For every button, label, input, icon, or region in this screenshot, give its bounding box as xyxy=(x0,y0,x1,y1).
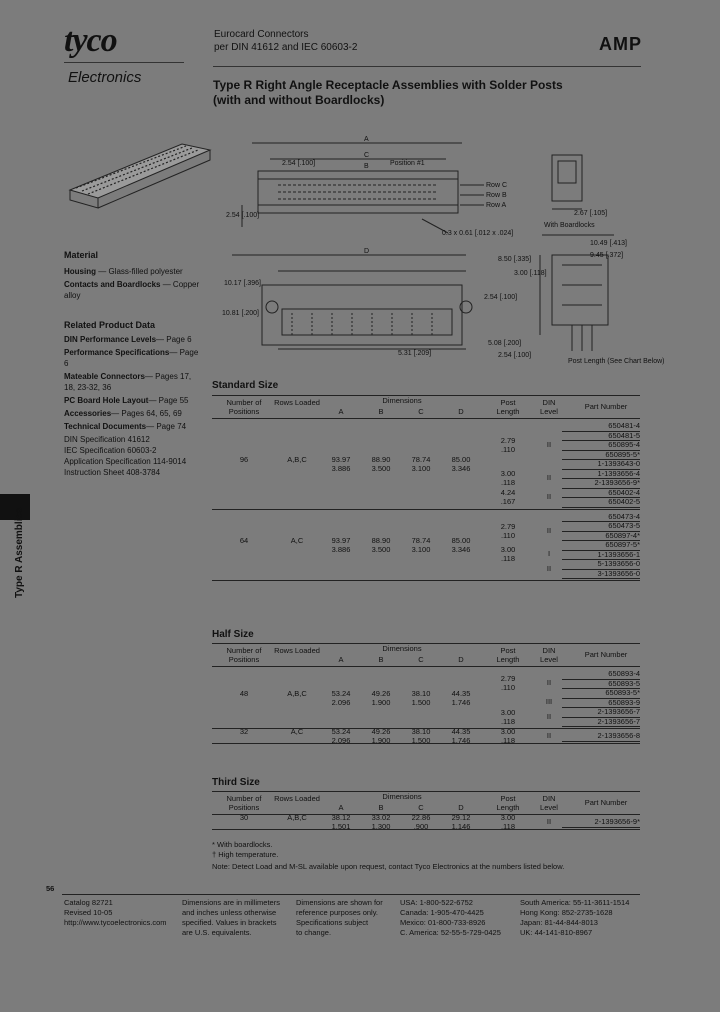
footer-line: Dimensions are shown for xyxy=(296,898,383,907)
rows-value: A,B,C xyxy=(287,454,307,464)
footer-line: Dimensions are in millimeters xyxy=(182,898,280,907)
header-rule xyxy=(213,66,641,67)
col-positions: Number of Positions xyxy=(226,398,262,416)
col-rows: Rows Loaded xyxy=(274,646,320,655)
related-item xyxy=(64,408,200,419)
footer-line: are U.S. equivalents. xyxy=(182,928,252,937)
col-post-length: Post Length xyxy=(496,794,520,812)
standard-size-table xyxy=(212,395,640,581)
dim-label: A xyxy=(364,136,369,143)
related-item xyxy=(64,395,200,406)
col-positions: Number of Positions xyxy=(226,794,262,812)
part-number: 650893-5 xyxy=(562,679,640,690)
part-number: 2-1393656-7 xyxy=(562,717,640,728)
col-rows: Rows Loaded xyxy=(274,794,320,803)
related-item-label: Technical Documents xyxy=(64,422,147,431)
col-a: A xyxy=(338,655,344,664)
footer-rule xyxy=(62,894,640,895)
dim-b-mm: 49.26 xyxy=(371,726,391,736)
table-row xyxy=(212,510,640,581)
dim-a-mm: 53.24 xyxy=(331,726,351,736)
electronics-logo-text: Electronics xyxy=(68,69,142,86)
third-size-table xyxy=(212,791,640,830)
related-item-label: Mateable Connectors xyxy=(64,372,145,381)
footer-line: to change. xyxy=(296,928,332,937)
dim-c-mm: 78.74 xyxy=(411,454,431,464)
dim-d-in: 1.146 xyxy=(451,821,471,831)
post-length-mm: 2.79 xyxy=(500,674,516,684)
col-dimensions: Dimensions xyxy=(382,644,422,653)
dim-label: 8.50 [.335] xyxy=(498,256,532,263)
footer-line: Canada: 1-905-470-4425 xyxy=(400,908,484,917)
part-number: 1-1393656-1 xyxy=(562,550,640,561)
contacts-line xyxy=(64,279,200,301)
footer-line: http://www.tycoelectronics.com xyxy=(64,918,167,927)
post-length-in: .118 xyxy=(500,554,516,564)
dim-b-mm: 49.26 xyxy=(371,688,391,698)
rows-value: A,C xyxy=(290,535,304,545)
rows-value: A,C xyxy=(290,726,304,736)
dim-c-mm: 38.10 xyxy=(411,688,431,698)
col-a: A xyxy=(338,803,344,812)
col-d: D xyxy=(458,655,464,664)
dim-b-mm: 88.90 xyxy=(371,535,391,545)
half-size-table xyxy=(212,643,640,744)
contacts-label: Contacts and Boardlocks xyxy=(64,280,161,289)
post-length-in: .118 xyxy=(500,821,516,831)
positions-value: 48 xyxy=(239,688,249,698)
post-length-mm: 3.00 xyxy=(500,545,516,555)
post-length-mm: 3.00 xyxy=(500,707,516,717)
post-length-in: .118 xyxy=(500,716,516,726)
din-level: II xyxy=(546,525,552,535)
part-number: 650481-4 xyxy=(562,421,640,432)
positions-value: 64 xyxy=(239,535,249,545)
part-number: 650402-4 xyxy=(562,488,640,499)
note-detect-load: Note: Detect Load and M-SL available upon request, contact Tyco Electronics at the numbers listed below. xyxy=(212,862,565,871)
dim-c-in: 1.500 xyxy=(411,697,431,707)
post-length-in: .110 xyxy=(500,530,516,540)
dim-a-in: 2.096 xyxy=(331,697,351,707)
table-row xyxy=(212,726,640,745)
col-part-number: Part Number xyxy=(584,402,628,411)
dim-label: Row C xyxy=(486,182,508,189)
related-docs xyxy=(64,434,200,478)
footer-line: and inches unless otherwise xyxy=(182,908,277,917)
related-section xyxy=(64,320,200,478)
din-level: I xyxy=(547,549,551,559)
related-item xyxy=(64,334,200,345)
dim-d-mm: 44.35 xyxy=(451,688,471,698)
din-level: II xyxy=(546,563,552,573)
dim-b-mm: 33.02 xyxy=(371,812,391,822)
col-b: B xyxy=(378,655,384,664)
table-header xyxy=(212,792,640,814)
post-length-in: .110 xyxy=(500,444,516,454)
col-part-number: Part Number xyxy=(584,650,628,659)
col-c: C xyxy=(418,407,424,416)
catalog-subtitle xyxy=(214,28,357,54)
dim-c-mm: 78.74 xyxy=(411,535,431,545)
col-b: B xyxy=(378,407,384,416)
material-section xyxy=(64,250,200,301)
post-length-in: .118 xyxy=(500,735,516,745)
related-item-label: DIN Performance Levels xyxy=(64,335,157,344)
table-row xyxy=(212,419,640,509)
note-high-temp: † High temperature. xyxy=(212,850,279,859)
col-din-level: DIN Level xyxy=(540,398,558,416)
part-number: 650897-4* xyxy=(562,531,640,542)
dim-a-mm: 38.12 xyxy=(331,812,351,822)
part-number: 650481-5 xyxy=(562,431,640,442)
housing-text: — Glass-filled polyester xyxy=(98,267,183,276)
rows-value: A,B,C xyxy=(287,688,307,698)
footer-contacts-americas xyxy=(400,898,501,938)
din-level: II xyxy=(546,711,552,721)
title-line-1: Type R Right Angle Receptacle Assemblies with Solder Posts xyxy=(213,78,563,92)
footer-disclaimer xyxy=(296,898,383,938)
doc-line: IEC Specification 60603-2 xyxy=(64,446,157,455)
dim-a-in: 3.886 xyxy=(331,544,351,554)
post-length-in: .118 xyxy=(500,478,516,487)
part-number: 2-1393656-9* xyxy=(562,817,640,828)
dim-label: 2.54 [.100] xyxy=(282,160,316,167)
part-number: 650893-5* xyxy=(562,688,640,699)
logo-rule xyxy=(64,62,184,63)
rows-value: A,B,C xyxy=(287,812,307,822)
footer-line: South America: 55-11-3611-1514 xyxy=(520,898,630,907)
part-number: 650897-5* xyxy=(562,540,640,551)
col-dimensions: Dimensions xyxy=(382,792,422,801)
col-dimensions: Dimensions xyxy=(382,396,422,405)
part-number: 650895-4 xyxy=(562,440,640,451)
amp-brand: AMP xyxy=(599,34,642,54)
footer-catalog xyxy=(64,898,167,928)
table-row xyxy=(212,812,640,831)
dim-c-in: 1.500 xyxy=(411,735,431,745)
dim-d-in: 3.346 xyxy=(451,463,471,473)
related-item-text: — Page 74 xyxy=(146,422,187,431)
doc-line: DIN Specification 41612 xyxy=(64,435,150,444)
related-item-text: — Page 55 xyxy=(148,396,189,405)
dim-d-in: 1.746 xyxy=(451,735,471,745)
dim-d-mm: 44.35 xyxy=(451,726,471,736)
third-size-heading: Third Size xyxy=(212,777,260,788)
dim-a-in: 3.886 xyxy=(331,463,351,473)
dim-label: 2.54 [.100] xyxy=(498,352,532,359)
col-din-level: DIN Level xyxy=(540,794,558,812)
footer-line: reference purposes only. xyxy=(296,908,378,917)
post-length-mm: 4.24 xyxy=(500,488,516,497)
dim-d-in: 3.346 xyxy=(451,544,471,554)
dim-label: 9.45 [.372] xyxy=(590,252,624,259)
dim-label: 5.31 [.209] xyxy=(398,350,432,357)
part-number: 5-1393656-0 xyxy=(562,559,640,570)
part-number: 650402-5 xyxy=(562,497,640,508)
dim-label: 3.00 [.118] xyxy=(514,270,547,277)
post-length-mm: 2.79 xyxy=(500,435,516,445)
note-boardlocks: * With boardlocks. xyxy=(212,840,273,849)
dim-d-mm: 29.12 xyxy=(451,812,471,822)
post-length-mm: 3.00 xyxy=(500,726,516,736)
related-item-label: PC Board Hole Layout xyxy=(64,396,149,405)
positions-value: 30 xyxy=(239,812,249,822)
din-level: II xyxy=(546,492,552,501)
col-positions: Number of Positions xyxy=(226,646,262,664)
related-item-label: Accessories xyxy=(64,409,112,418)
footer-line: Mexico: 01-800-733-8926 xyxy=(400,918,486,927)
dim-label: With Boardlocks xyxy=(544,222,595,229)
dim-label: 5.08 [.200] xyxy=(488,340,522,347)
catalog-line-2: per DIN 41612 and IEC 60603-2 xyxy=(214,42,358,53)
post-length-in: .110 xyxy=(500,683,516,693)
catalog-line-1: Eurocard Connectors xyxy=(214,29,309,40)
dim-a-mm: 93.97 xyxy=(331,535,351,545)
material-heading: Material xyxy=(64,250,99,260)
related-heading: Related Product Data xyxy=(64,320,156,330)
col-part-number: Part Number xyxy=(584,798,628,807)
dim-label: 10.49 [.413] xyxy=(590,240,627,247)
dim-a-mm: 93.97 xyxy=(331,454,351,464)
part-number: 3-1393656-0 xyxy=(562,569,640,580)
dim-b-in: 1.900 xyxy=(371,697,391,707)
part-number: 650895-5* xyxy=(562,450,640,461)
dim-label: Position #1 xyxy=(390,160,425,167)
dim-label: 10.81 [.200] xyxy=(222,310,259,317)
group-rule xyxy=(212,580,640,581)
col-d: D xyxy=(458,803,464,812)
dim-b-mm: 88.90 xyxy=(371,454,391,464)
col-din-level: DIN Level xyxy=(540,646,558,664)
part-number: 650893-9 xyxy=(562,698,640,709)
dim-a-in: 1.501 xyxy=(331,821,351,831)
footer-line: Revised 10-05 xyxy=(64,908,113,917)
footer-line: C. America: 52-55-5-729-0425 xyxy=(400,928,501,937)
dim-label: 2.67 [.105] xyxy=(574,210,608,217)
dim-d-mm: 85.00 xyxy=(451,454,471,464)
footer-line: Japan: 81-44-844-8013 xyxy=(520,918,598,927)
product-illustration xyxy=(62,130,212,210)
notes xyxy=(212,840,640,872)
dim-b-in: 1.900 xyxy=(371,735,391,745)
part-number: 1-1393656-4 xyxy=(562,469,640,480)
part-number: 650893-4 xyxy=(562,669,640,680)
dim-label: B xyxy=(364,163,369,170)
footer-contacts-intl xyxy=(520,898,629,938)
footer-line: specified. Values in brackets xyxy=(182,918,277,927)
table-row xyxy=(212,667,640,728)
post-length-mm: 2.79 xyxy=(500,521,516,531)
dim-d-mm: 85.00 xyxy=(451,535,471,545)
col-post-length: Post Length xyxy=(496,398,520,416)
related-item-text: — Pages 17, 18, 23-32, 36 xyxy=(64,372,192,392)
tyco-logo: tyco xyxy=(64,22,117,59)
positions-value: 32 xyxy=(239,726,249,736)
dim-label: 2.54 [.100] xyxy=(484,294,518,301)
related-item-text: — Page 6 xyxy=(64,348,199,368)
page-title xyxy=(213,78,563,108)
doc-line: Application Specification 114-9014 xyxy=(64,457,187,466)
col-b: B xyxy=(378,803,384,812)
dim-label: Row A xyxy=(486,202,507,209)
doc-line: Instruction Sheet 408-3784 xyxy=(64,468,161,477)
part-number: 2-1393656-9* xyxy=(562,478,640,489)
dim-b-in: 1.300 xyxy=(371,821,391,831)
footer-line: Specifications subject xyxy=(296,918,369,927)
related-item xyxy=(64,347,200,369)
col-rows: Rows Loaded xyxy=(274,398,320,407)
dim-label: C xyxy=(364,152,370,159)
dim-label: Row B xyxy=(486,192,507,199)
contacts-text: — Copper alloy xyxy=(64,280,200,300)
post-length-mm: 3.00 xyxy=(500,469,516,478)
din-level: II xyxy=(546,730,552,740)
col-d: D xyxy=(458,407,464,416)
post-length-in: .167 xyxy=(500,497,516,506)
related-item xyxy=(64,371,200,393)
part-number: 2-1393656-7 xyxy=(562,707,640,718)
din-level: II xyxy=(546,473,552,482)
related-item-label: Performance Specifications xyxy=(64,348,170,357)
dim-c-in: 3.100 xyxy=(411,544,431,554)
footer-line: Catalog 82721 xyxy=(64,898,113,907)
positions-value: 96 xyxy=(239,454,249,464)
col-post-length: Post Length xyxy=(496,646,520,664)
dim-c-mm: 38.10 xyxy=(411,726,431,736)
half-size-heading: Half Size xyxy=(212,629,254,640)
dim-c-in: .900 xyxy=(413,821,429,831)
part-number: 650473-5 xyxy=(562,521,640,532)
dim-label: 0.3 x 0.61 [.012 x .024] xyxy=(442,230,514,237)
dim-b-in: 3.500 xyxy=(371,463,391,473)
dim-label: 10.17 [.396] xyxy=(224,280,261,287)
dim-c-mm: 22.86 xyxy=(411,812,431,822)
related-item xyxy=(64,421,200,432)
table-header xyxy=(212,644,640,666)
part-number: 2-1393656-8 xyxy=(562,731,640,742)
title-line-2: (with and without Boardlocks) xyxy=(213,93,385,107)
related-item-text: — Pages 64, 65, 69 xyxy=(111,409,182,418)
dim-a-in: 2.096 xyxy=(331,735,351,745)
col-c: C xyxy=(418,803,424,812)
col-a: A xyxy=(338,407,344,416)
page-number: 56 xyxy=(46,884,55,893)
dim-b-in: 3.500 xyxy=(371,544,391,554)
footer-line: Hong Kong: 852-2735-1628 xyxy=(520,908,613,917)
dim-label: D xyxy=(364,248,370,255)
footer-line: USA: 1-800-522-6752 xyxy=(400,898,473,907)
dim-a-mm: 53.24 xyxy=(331,688,351,698)
technical-drawing xyxy=(222,135,665,375)
dim-label: 2.54 [.100] xyxy=(226,212,260,219)
side-tab-label: Type R Assemblies xyxy=(14,507,25,598)
din-level: II xyxy=(546,678,552,688)
part-number: 650473-4 xyxy=(562,512,640,523)
dim-c-in: 3.100 xyxy=(411,463,431,473)
footer-line: UK: 44-141-810-8967 xyxy=(520,928,593,937)
footer-units xyxy=(182,898,280,938)
col-c: C xyxy=(418,655,424,664)
part-number: 1-1393643-0 xyxy=(562,459,640,470)
housing-line xyxy=(64,266,200,277)
din-level: III xyxy=(545,697,553,707)
related-item-text: — Page 6 xyxy=(156,335,192,344)
table-header xyxy=(212,396,640,418)
dim-label: Post Length (See Chart Below) xyxy=(568,358,665,365)
din-level: II xyxy=(546,439,552,449)
post-length-mm: 3.00 xyxy=(500,812,516,822)
housing-label: Housing xyxy=(64,267,96,276)
standard-size-heading: Standard Size xyxy=(212,380,279,391)
din-level: II xyxy=(546,816,552,826)
dim-d-in: 1.746 xyxy=(451,697,471,707)
